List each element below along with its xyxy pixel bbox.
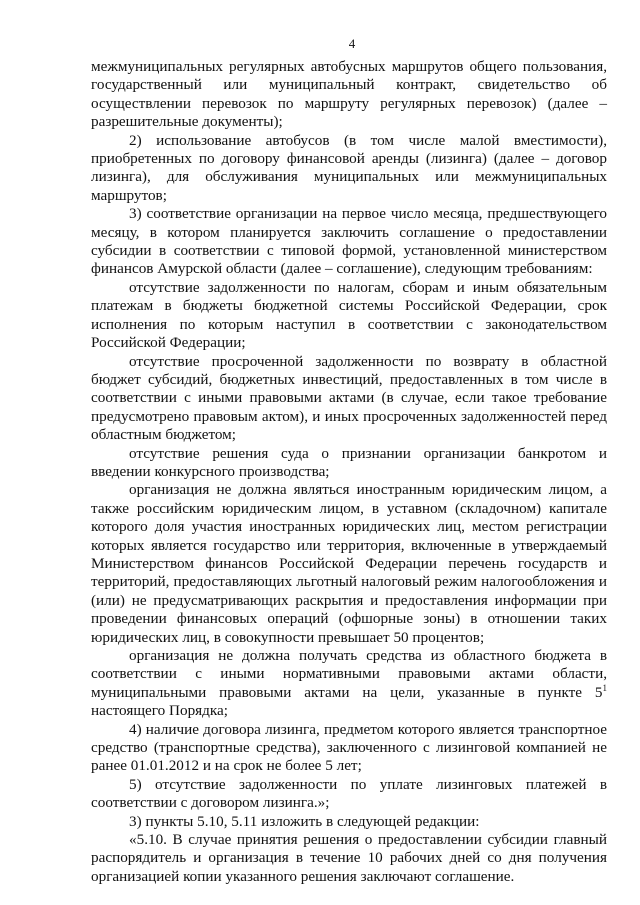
paragraph-no-other-funding [91, 647, 607, 721]
paragraph-no-overdue-debt: отсутствие просроченной задолженности по возврату в областной бюджет субсидий, бюджетных инвестиций, предоставленных в том числе в соответствии с иными правовыми актами (в случае, если такое требование предусмотрено правовым актом), и иных просроченных задолженностей перед областным бюджетом; [91, 352, 607, 444]
paragraph-requirement-4: 4) наличие договора лизинга, предметом которого является транспортное средство (транспортные средства), заключенного с лизинговой компанией не ранее 01.01.2012 и на срок не более 5 лет; [91, 720, 607, 775]
paragraph-requirement-2: 2) использование автобусов (в том числе малой вместимости), приобретенных по договору финансовой аренды (лизинга) (далее – договор лизинга), для обслуживания муниципальных или межмуниципальных маршрутов; [91, 131, 607, 204]
paragraph-clause-5-10: «5.10. В случае принятия решения о предоставлении субсидии главный распорядитель и организация в течение 10 рабочих дней со дня получения организацией копии указанного решения заключают соглашение. [91, 831, 607, 885]
funding-text-after: настоящего Порядка; [91, 702, 228, 720]
paragraph-permits-continuation: межмуниципальных регулярных автобусных маршрутов общего пользования, государственный или муниципальный контракт, свидетельство об осуществлении перевозок по маршруту регулярных перевозок) (далее – разрешительные документы); [91, 58, 607, 131]
paragraph-amendment-3: 3) пункты 5.10, 5.11 изложить в следующей редакции: [129, 812, 480, 830]
paragraph-requirement-5: 5) отсутствие задолженности по уплате лизинговых платежей в соответствии с договором лизинга.»; [91, 775, 607, 812]
funding-superscript: 1 [602, 682, 607, 693]
paragraph-no-bankruptcy: отсутствие решения суда о признании организации банкротом и введении конкурсного производства; [91, 444, 607, 480]
paragraph-requirement-3: 3) соответствие организации на первое число месяца, предшествующего месяцу, в котором планируется заключить соглашение о предоставлении субсидии в соответствии с типовой формой, установленной министерством финансов Амурской области (далее – соглашение), следующим требованиям: [91, 205, 607, 278]
paragraph-not-foreign-entity: организация не должна являться иностранным юридическим лицом, а также российским юридическим лицом, в уставном (складочном) капитале которого доля участия иностранных юридических лиц, местом регистрации которых является государство или территория, включенные в утверждаемый Министерством финансов Российской Федерации перечень государств и территорий, предоставляющих льготный налоговый режим налогообложения и (или) не предусматривающих раскрытия и предоставления информации при проведении финансовых операций (офшорные зоны) в отношении таких юридических лиц, в совокупности превышает 50 процентов; [91, 481, 607, 646]
paragraph-no-tax-debt: отсутствие задолженности по налогам, сборам и иным обязательным платежам в бюджеты бюджетной системы Российской Федерации, срок исполнения по которым наступил в соответствии с законодательством Российской Федерации; [91, 278, 607, 352]
funding-text-before: организация не должна получать средства из областного бюджета в соответствии с иными нормативными правовыми актами области, муниципальными правовыми актами на цели, указанные в пункте 5 [91, 647, 607, 701]
page-number: 4 [348, 36, 356, 51]
